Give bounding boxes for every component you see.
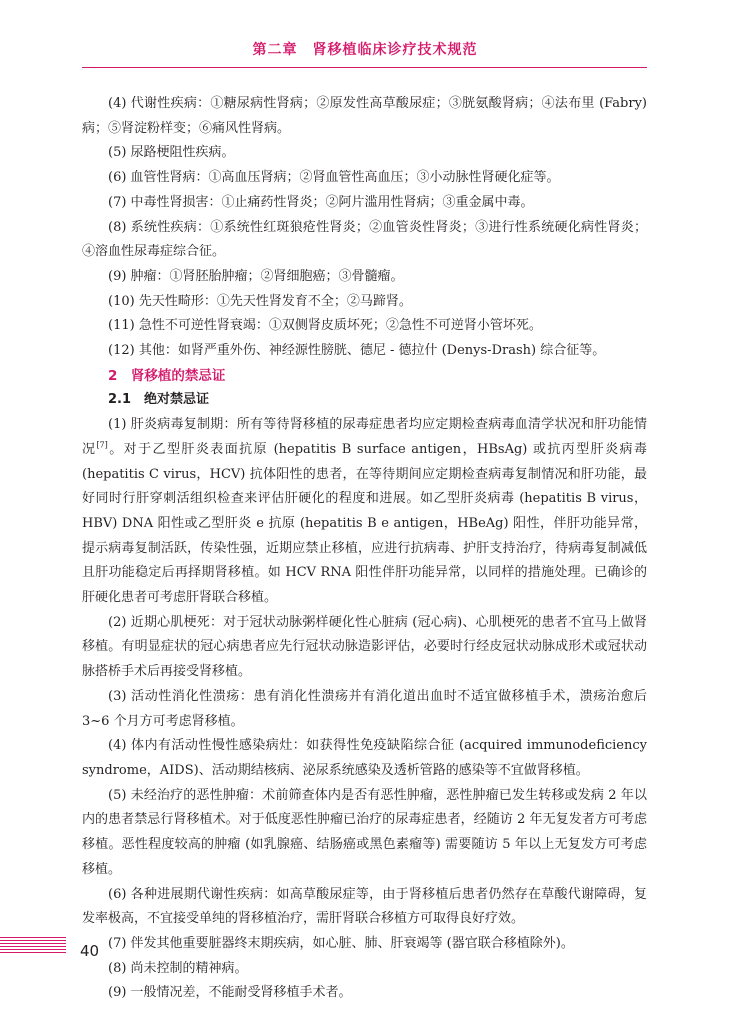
indication-item: (6) 血管性肾病：①高血压肾病；②肾血管性高血压；③小动脉性肾硬化症等。 <box>108 170 560 186</box>
contraindication-item <box>82 413 647 611</box>
contraindication-item: (5) 未经治疗的恶性肿瘤：术前筛查体内是否有恶性肿瘤，恶性肿瘤已发生转移或发病 2 年以内的患者禁忌行肾移植术。对于低度恶性肿瘤已治疗的尿毒症患者，经随访 2 年无复发者方可考虑移植。恶性程度较高的肿瘤 (如乳腺癌、结肠癌或黑色素瘤等) 需要随访 5 年以上无复发方可考虑移植。 <box>82 787 647 877</box>
contraindication-item: (6) 各种进展期代谢性疾病：如高草酸尿症等，由于肾移植后患者仍然存在草酸代谢障碍，复发率极高，不宜接受单纯的肾移植治疗，需肝肾联合移植方可取得良好疗效。 <box>82 886 647 927</box>
indication-item: (12) 其他：如肾严重外伤、神经源性膀胱、德尼 - 德拉什 (Denys-Drash) 综合征等。 <box>108 343 606 359</box>
contraindication-item: (9) 一般情况差，不能耐受肾移植手术者。 <box>108 985 352 1001</box>
indication-item: (8) 系统性疾病：①系统性红斑狼疮性肾炎；②血管炎性肾炎；③进行性系统硬化病性肾炎；④溶血性尿毒症综合征。 <box>82 219 647 260</box>
indication-item: (11) 急性不可逆性肾衰竭：①双侧肾皮质坏死；②急性不可逆肾小管坏死。 <box>108 318 542 334</box>
item-text: 。对于乙型肝炎表面抗原 (hepatitis B surface antigen，HBsAg) 或抗丙型肝炎病毒 (hepatitis C virus，HCV) 抗体阳性的患者，在等待期间应定期检查病毒复制情况和肝功能，最好同时行肝穿刺活组织检查来评估肝硬化的程度和进展。如乙型肝炎病毒 (hepatitis B virus，HBV) DNA 阳性或乙型肝炎 e 抗原 (hepatitis B e antigen，HBeAg) 阳性，伴肝功能异常，提示病毒复制活跃，传染性强，近期应禁止移植，应进行抗病毒、护肝支持治疗，待病毒复制减低且肝功能稳定后再择期肾移植。如 HCV RNA 阳性伴肝功能异常，以同样的措施处理。已确诊的肝硬化患者可考虑肝肾联合移植。 <box>82 441 647 606</box>
page-number: 40 <box>80 942 100 960</box>
section-heading: 2 肾移植的禁忌证 <box>108 367 226 384</box>
indication-item: (7) 中毒性肾损害：①止痛药性肾炎；②阿片滥用性肾病；③重金属中毒。 <box>108 194 534 210</box>
indication-item: (4) 代谢性疾病：①糖尿病性肾病；②原发性高草酸尿症；③胱氨酸肾病；④法布里 (Fabry) 病；⑤肾淀粉样变；⑥痛风性肾病。 <box>82 96 647 136</box>
item-text: (1) 肝炎病毒复制期：所有等待肾移植的尿毒症患者均应定期检查病毒血清学状况和肝功能情况 <box>82 417 647 457</box>
body-text <box>82 92 647 1006</box>
subsection-heading: 2.1 绝对禁忌证 <box>108 392 210 408</box>
contraindication-item: (8) 尚未控制的精神病。 <box>108 960 248 976</box>
chapter-title: 第二章 肾移植临床诊疗技术规范 <box>252 42 478 58</box>
contraindication-item: (3) 活动性消化性溃疡：患有消化性溃疡并有消化道出血时不适宜做移植手术，溃疡治愈后 3~6 个月方可考虑肾移植。 <box>82 688 647 729</box>
contraindication-item: (2) 近期心肌梗死：对于冠状动脉粥样硬化性心脏病 (冠心病)、心肌梗死的患者不宜马上做肾移植。有明显症状的冠心病患者应先行冠状动脉造影评估，必要时行经皮冠状动脉成形术或冠状动脉搭桥手术后再接受肾移植。 <box>82 614 647 680</box>
running-header <box>0 40 730 72</box>
indication-item: (5) 尿路梗阻性疾病。 <box>108 145 235 161</box>
contraindication-item: (4) 体内有活动性慢性感染病灶：如获得性免疫缺陷综合征 (acquired immunodeficiency syndrome，AIDS)、活动期结核病、泌尿系统感染及透析管路的感染等不宜做肾移植。 <box>82 738 647 778</box>
indication-item: (10) 先天性畸形：①先天性肾发育不全；②马蹄肾。 <box>108 293 412 309</box>
footer-decoration <box>0 937 66 955</box>
contraindication-item: (7) 伴发其他重要脏器终末期疾病，如心脏、肺、肝衰竭等 (器官联合移植除外)。 <box>108 935 574 951</box>
indication-item: (9) 肿瘤：①肾胚胎肿瘤；②肾细胞癌；③骨髓瘤。 <box>108 268 404 284</box>
citation-marker: [7] <box>96 440 108 450</box>
header-rule <box>82 67 647 68</box>
